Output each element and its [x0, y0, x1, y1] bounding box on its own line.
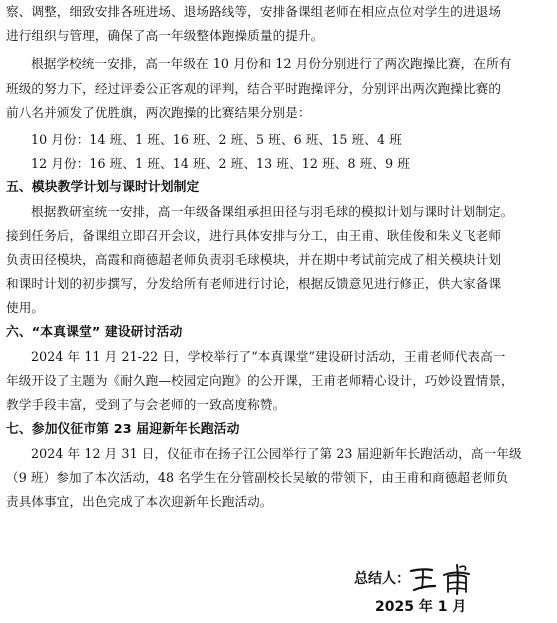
- paragraph-line: 根据学校统一安排，高一年级在 10 月份和 12 月份分别进行了两次跑操比赛，在所有: [31, 56, 512, 71]
- paragraph-line: 使用。: [6, 300, 45, 315]
- section-heading-5: 五、模块教学计划与课时计划制定: [6, 180, 200, 195]
- paragraph-line: 察、调整，细致安排各班进场、退场路线等，安排备课组老师在相应点位对学生的进退场: [6, 4, 502, 19]
- section-heading-7: 七、参加仪征市第 23 届迎新年长跑活动: [6, 422, 240, 437]
- paragraph-line: 和课时计划的初步撰写，分发给所有老师进行讨论，根据反馈意见进行修正，供大家备课: [6, 276, 502, 291]
- paragraph-line: 教学手段丰富，受到了与会老师的一致高度称赞。: [6, 397, 286, 412]
- paragraph-line: 2024 年 11 月 21-22 日，学校举行了“本真课堂”建设研讨活动，王甫老师代表高一: [31, 349, 506, 364]
- result-line-december: 12 月份：16 班、1 班、14 班、2 班、13 班、12 班、8 班、9 班: [31, 156, 410, 171]
- paragraph-line: 负责田径模块，高霞和商德超老师负责羽毛球模块，并在期中考试前完成了相关模块计划: [6, 252, 502, 267]
- date-label: 2025 年 1 月: [375, 599, 467, 615]
- paragraph-line: （9 班）参加了本次活动，48 名学生在分管副校长吴敏的带领下，由王甫和商德超老师负: [6, 470, 509, 485]
- summary-label: 总结人：: [354, 571, 410, 587]
- paragraph-line: 班级的努力下，经过评委公正客观的评判，结合平时跑操评分，分别评出两次跑操比赛的: [6, 81, 502, 96]
- paragraph-line: 接到任务后，备课组立即召开会议，进行具体安排与分工，由王甫、耿佳俊和朱义飞老师: [6, 228, 502, 243]
- paragraph-line: 2024 年 12 月 31 日，仪征市在扬子江公园举行了第 23 届迎新年长跑活动，高一年级: [31, 446, 522, 461]
- section-heading-6: 六、“本真课堂” 建设研讨活动: [6, 325, 183, 340]
- handwritten-signature: [408, 562, 498, 596]
- paragraph-line: 根据教研室统一安排，高一年级备课组承担田径与羽毛球的模拟计划与课时计划制定。: [31, 204, 514, 219]
- paragraph-line: 进行组织与管理，确保了高一年级整体跑操质量的提升。: [6, 28, 324, 43]
- paragraph-line: 前八名并颁发了优胜旗，两次跑操的比赛结果分别是：: [6, 105, 311, 120]
- paragraph-line: 责具体事宜，出色完成了本次迎新年长跑活动。: [6, 494, 273, 509]
- result-line-october: 10 月份：14 班、1 班、16 班、2 班、5 班、6 班、15 班、4 班: [31, 132, 402, 147]
- paragraph-line: 年级开设了主题为《耐久跑—校园定向跑》的公开课，王甫老师精心设计，巧妙设置情景，: [6, 373, 514, 388]
